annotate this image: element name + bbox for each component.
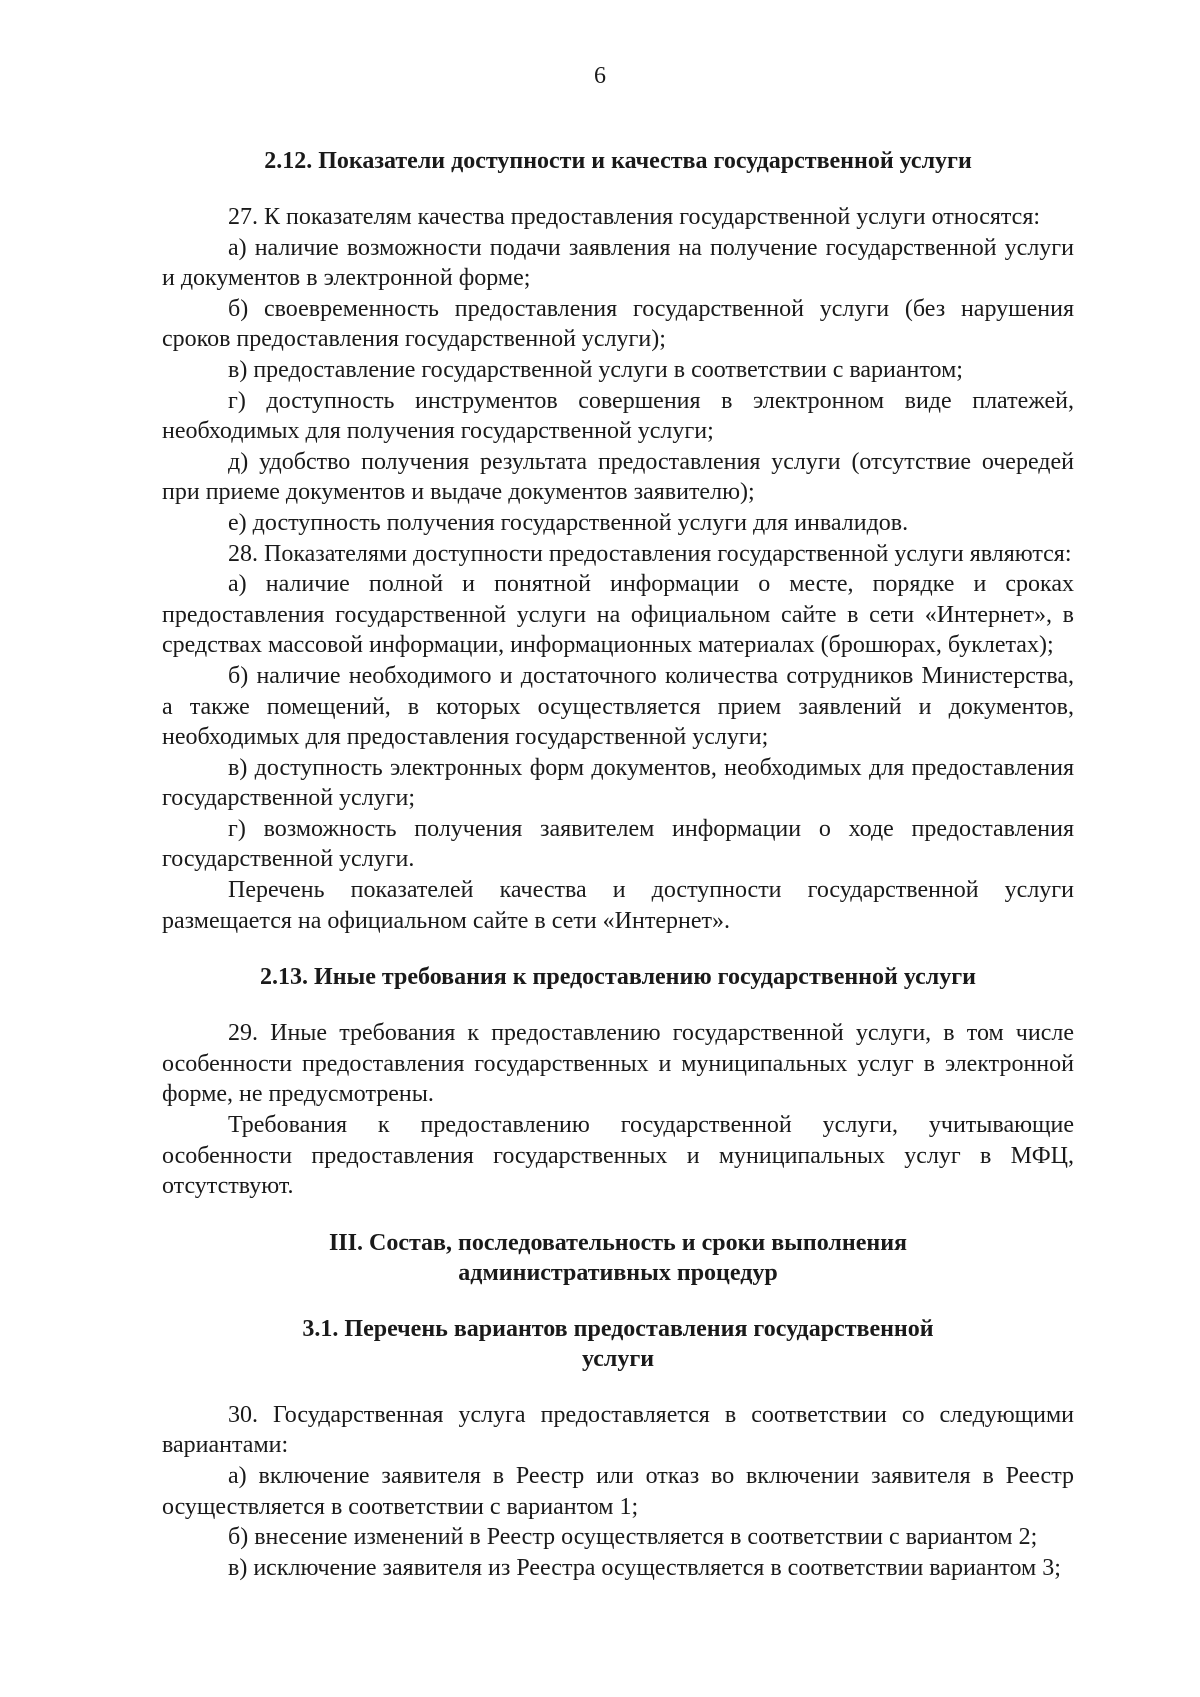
paragraph: 27. К показателям качества предоставления государственной услуги относятся:: [228, 204, 1041, 230]
paragraph: 29. Иные требования к предоставлению государственной услуги, в том числе особенности предоставления государственных и муниципальных услуг в электронной форме, не предусмотрены.: [162, 1020, 1074, 1108]
paragraph: г) доступность инструментов совершения в электронном виде платежей, необходимых для получения государственной услуги;: [162, 387, 1074, 445]
section-heading-3-1: [162, 1314, 1074, 1374]
heading-line: 3.1. Перечень вариантов предоставления государственной: [302, 1315, 934, 1342]
heading-line: административных процедур: [458, 1259, 778, 1286]
document-body: [162, 146, 1074, 1583]
paragraph: б) внесение изменений в Реестр осуществляется в соответствии с вариантом 2;: [228, 1524, 1038, 1551]
paragraph: а) включение заявителя в Реестр или отказ во включении заявителя в Реестр осуществляется в соответствии с вариантом 1;: [162, 1463, 1074, 1520]
section-3-1-body: [162, 1400, 1074, 1584]
heading-line: III. Состав, последовательность и сроки выполнения: [328, 1229, 908, 1256]
section-heading-2-12: 2.12. Показатели доступности и качества государственной услуги: [264, 148, 972, 174]
section-2-12-body: [162, 202, 1074, 936]
paragraph: 30. Государственная услуга предоставляется в соответствии со следующими вариантами:: [162, 1401, 1074, 1459]
paragraph: Перечень показателей качества и доступности государственной услуги размещается на официальном сайте в сети «Интернет».: [162, 877, 1074, 934]
paragraph: 28. Показателями доступности предоставления государственной услуги являются:: [228, 540, 1072, 567]
paragraph: е) доступность получения государственной услуги для инвалидов.: [228, 509, 909, 536]
section-heading-2-13: 2.13. Иные требования к предоставлению государственной услуги: [260, 964, 976, 991]
paragraph: г) возможность получения заявителем информации о ходе предоставления государственной услуги.: [162, 815, 1074, 873]
paragraph: а) наличие возможности подачи заявления на получение государственной услуги и документов в электронной форме;: [162, 234, 1074, 292]
paragraph: б) своевременность предоставления государственной услуги (без нарушения сроков предоставления государственной услуги);: [162, 295, 1074, 353]
paragraph: в) исключение заявителя из Реестра осуществляется в соответствии вариантом 3;: [228, 1554, 1061, 1581]
paragraph: в) предоставление государственной услуги в соответствии с вариантом;: [228, 356, 963, 383]
chapter-heading-3: [162, 1228, 1074, 1288]
paragraph: а) наличие полной и понятной информации о месте, порядке и сроках предоставления государственной услуги на официальном сайте в сети «Интернет», в средствах массовой информации, информационных материалах (брошюрах, буклетах);: [162, 571, 1074, 659]
heading-line: услуги: [581, 1345, 655, 1372]
paragraph: Требования к предоставлению государственной услуги, учитывающие особенности предоставления государственных и муниципальных услуг в МФЦ, отсутствуют.: [162, 1112, 1074, 1200]
paragraph: б) наличие необходимого и достаточного количества сотрудников Министерства, а также помещений, в которых осуществляется прием заявлений и документов, необходимых для предоставления государственной услуги;: [162, 662, 1074, 751]
page-number: 6: [594, 63, 606, 89]
section-2-13-body: [162, 1018, 1074, 1202]
paragraph: д) удобство получения результата предоставления услуги (отсутствие очередей при приеме документов и выдаче документов заявителю);: [162, 448, 1074, 506]
paragraph: в) доступность электронных форм документов, необходимых для предоставления государственной услуги;: [162, 754, 1074, 812]
